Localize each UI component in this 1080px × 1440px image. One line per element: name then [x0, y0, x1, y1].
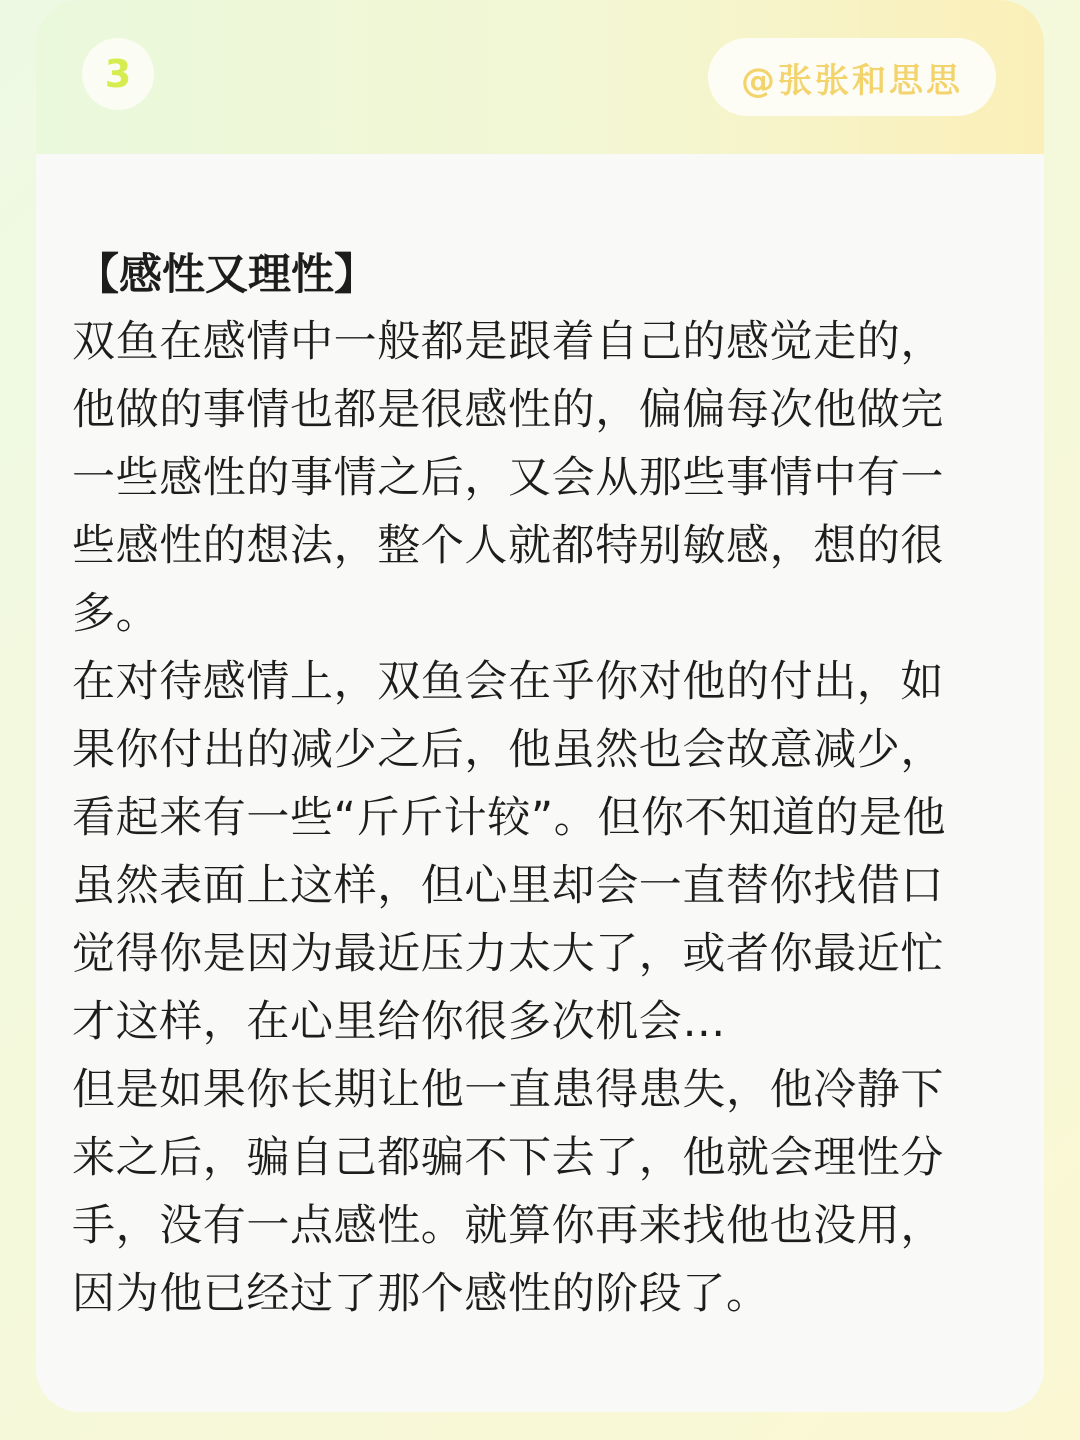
text-line: 多。: [72, 589, 160, 639]
text-line: 手，没有一点感性。就算你再来找他也没用，: [72, 1201, 944, 1251]
text-line: 因为他已经过了那个感性的阶段了。: [72, 1269, 770, 1319]
text-line: 他做的事情也都是很感性的，偏偏每次他做完: [72, 385, 944, 435]
author-handle: @张张和思思: [741, 60, 963, 101]
text-line: 果你付出的减少之后，他虽然也会故意减少，: [72, 725, 944, 775]
page-number-badge: [82, 38, 154, 110]
article-body: [72, 242, 1017, 1328]
text-line: 些感性的想法，整个人就都特别敏感，想的很: [72, 521, 944, 571]
card-header: [36, 0, 1044, 154]
content-card: [36, 0, 1044, 1412]
text-line: 来之后，骗自己都骗不下去了，他就会理性分: [72, 1133, 944, 1183]
text-line: 一些感性的事情之后，又会从那些事情中有一: [72, 453, 944, 503]
page-number: 3: [104, 52, 132, 96]
text-line: 在对待感情上，双鱼会在乎你对他的付出，如: [72, 657, 944, 707]
section-heading: 【感性又理性】: [76, 250, 377, 300]
text-line: 觉得你是因为最近压力太大了，或者你最近忙: [72, 929, 944, 979]
text-line: 虽然表面上这样，但心里却会一直替你找借口: [72, 861, 944, 911]
text-line: 才这样，在心里给你很多次机会…: [72, 997, 726, 1047]
text-line: 看起来有一些“斤斤计较”。但你不知道的是他: [72, 793, 947, 843]
text-line: 双鱼在感情中一般都是跟着自己的感觉走的，: [72, 317, 944, 367]
author-tag: [708, 38, 996, 116]
text-line: 但是如果你长期让他一直患得患失，他冷静下: [72, 1065, 944, 1115]
